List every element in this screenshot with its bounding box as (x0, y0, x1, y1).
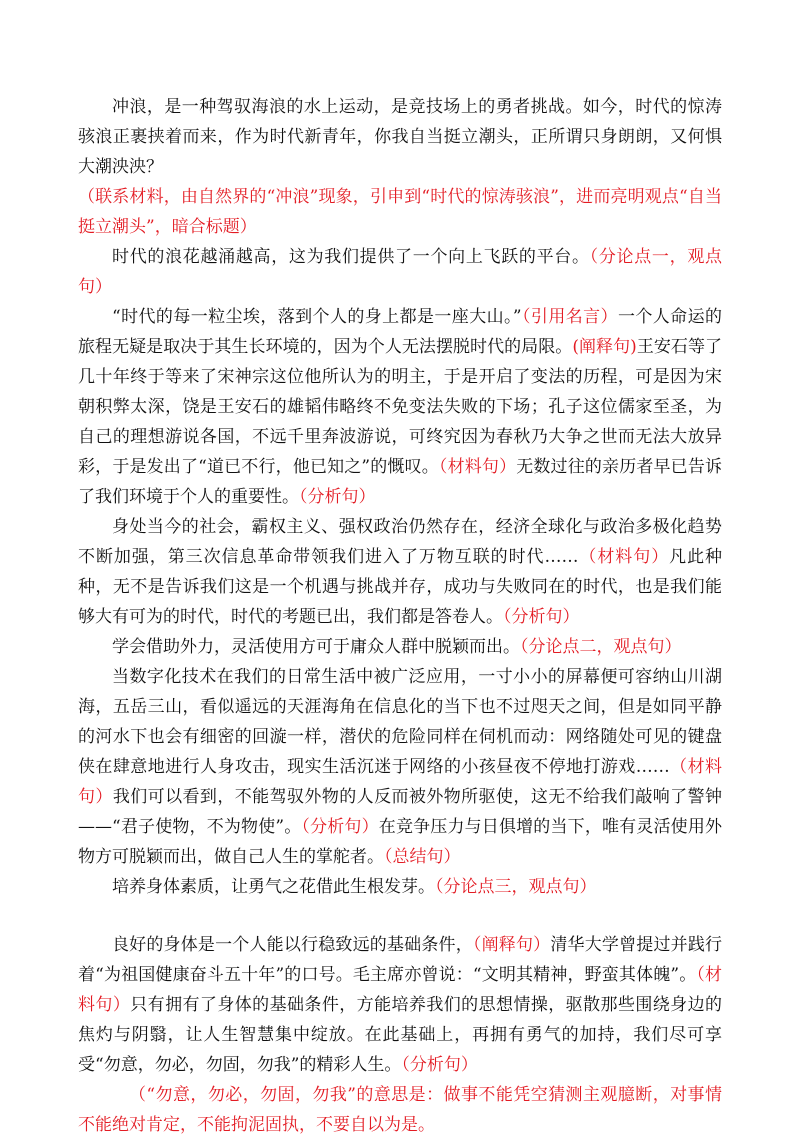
annotation-text: （分论点三，观点句） (435, 877, 597, 897)
paragraph (78, 930, 722, 1080)
body-text: 无数过往的亲历者早已告诉了我们环境于个人的重要性。 (78, 457, 723, 507)
annotation-text: （“勿意，勿必，勿固，勿我”的意思是：做事不能凭空猜测主观臆断，对事情不能绝对肯定，不能拘泥固执，不要自以为是。 (78, 1085, 722, 1135)
body-text: 冲浪，是一种驾驭海浪的水上运动，是竞技场上的勇者挑战。如今，时代的惊涛骇浪正裹挟着而来，作为时代新青年，你我自当挺立潮头，正所谓只身朗朗，又何惧大潮泱泱？ (78, 97, 722, 177)
paragraph (78, 1080, 722, 1140)
body-text: 当数字化技术在我们的日常生活中被广泛应用，一寸小小的屏幕便可容纳山川湖海，五岳三山，看似遥远的天涯海角在信息化的当下也不过咫天之间，但是如同平静的河水下也会有细密的回漩一样，潜伏的危险同样在伺机而动：网络随处可见的键盘侠在肆意地进行人身攻击，现实生活沉迷于网络的小孩昼夜不停地打游戏…… (78, 667, 722, 777)
annotation-text: （材料句） (438, 457, 517, 477)
paragraph-gap (78, 902, 722, 930)
body-text: 凡此种种，无不是告诉我们这是一个机遇与挑战并存，成功与失败同在的时代，也是我们能够大有可为的时代，时代的考题已出，我们都是答卷人。 (78, 547, 723, 627)
body-text: 培养身体素质，让勇气之花借此生根发芽。 (112, 877, 435, 897)
annotation-text: （阐释句） (472, 935, 551, 955)
annotation-text: （联系材料，由自然界的“冲浪”现象，引申到“时代的惊涛骇浪”，进而亮明观点“自当挺立潮头”，暗合标题） (78, 187, 722, 237)
annotation-text: （材料句） (78, 965, 723, 1015)
annotation-text: （总结句） (384, 847, 461, 867)
annotation-text: （分析句） (401, 1055, 478, 1075)
annotation-text: （引用名言） (521, 307, 618, 327)
body-text: 在竞争压力与日俱增的当下，唯有灵活使用外物方可脱颖而出，做自己人生的掌舵者。 (78, 817, 723, 867)
annotation-text: (阐释句) (572, 337, 637, 357)
paragraph (78, 872, 722, 902)
paragraph (78, 512, 722, 632)
body-text: 身处当今的社会，霸权主义、强权政治仍然存在，经济全球化与政治多极化趋势不断加强，第三次信息革命带领我们进入了万物互联的时代…… (78, 517, 722, 567)
body-text: 只有拥有了身体的基础条件，方能培养我们的思想情操，驱散那些围绕身边的焦灼与阴翳，让人生智慧集中绽放。在此基础上，再拥有勇气的加持，我们尽可享受“勿意，勿必，勿固，勿我”的精彩人生。 (78, 995, 722, 1075)
annotation-text: （分析句） (299, 487, 376, 507)
annotation-text: （分析句） (503, 607, 580, 627)
paragraph (78, 182, 722, 242)
body-text: 学会借助外力，灵活使用方可于庸众人群中脱颖而出。 (112, 637, 520, 657)
paragraph (78, 92, 722, 182)
annotation-text: （分析句） (301, 817, 379, 837)
body-text: “时代的每一粒尘埃，落到个人的身上都是一座大山。” (112, 307, 522, 327)
body-text: 一个人命运的旅程无疑是取决于其生长环境的，因为个人无法摆脱时代的局限。 (78, 307, 722, 357)
paragraph (78, 662, 722, 872)
annotation-text: （分论点一，观点句） (78, 247, 723, 297)
body-text: 我们可以看到，不能驾驭外物的人反而被外物所驱使，这无不给我们敲响了警钟——“君子使物，不为物使”。 (78, 787, 723, 837)
paragraph (78, 302, 722, 512)
body-text: 良好的身体是一个人能以行稳致远的基础条件， (112, 935, 473, 955)
annotation-text: （材料句） (578, 547, 670, 567)
annotation-text: （材料句） (78, 757, 723, 807)
body-text: 清华大学曾提过并践行着“为祖国健康奋斗五十年”的口号。毛主席亦曾说：“文明其精神，野蛮其体魄”。 (78, 935, 723, 985)
paragraph (78, 242, 722, 302)
annotation-text: （分论点二，观点句） (520, 637, 682, 657)
body-text: 时代的浪花越涌越高，这为我们提供了一个向上飞跃的平台。 (112, 247, 590, 267)
body-text: 王安石等了几十年终于等来了宋神宗这位他所认为的明主，于是开启了变法的历程，可是因为宋朝积弊太深，饶是王安石的雄韬伟略终不免变法失败的下场；孔子这位儒家至圣，为自己的理想游说各国，不远千里奔波游说，可终究因为春秋乃大争之世而无法大放异彩，于是发出了“道已不行，他已知之”的慨叹。 (78, 337, 723, 477)
paragraph (78, 632, 722, 662)
